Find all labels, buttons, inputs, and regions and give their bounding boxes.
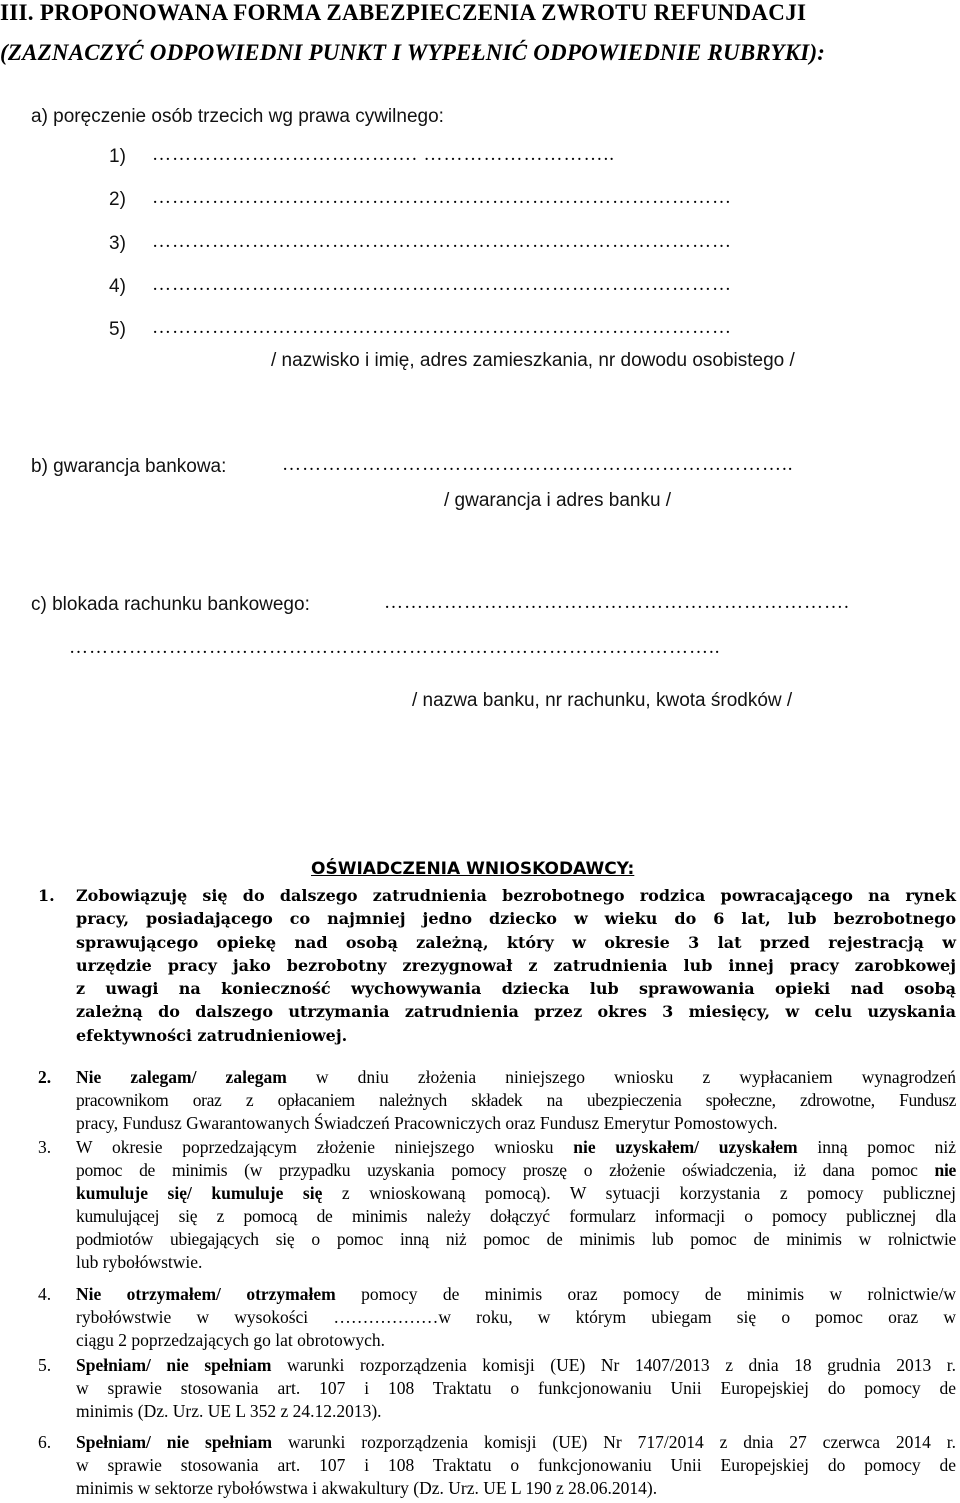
option-a-entry-1-num: 1): [109, 146, 126, 167]
declaration-item-6-text: warunki rozporządzenia komisji (UE) Nr 717/2014 z dnia 27 czerwca 2014 r.: [272, 1432, 956, 1452]
declaration-item-3-line: podmiotów ubiegających się o pomoc inną niż pomoc de minimis lub pomoc de minimis w rolnictwie: [76, 1229, 956, 1249]
option-b-field[interactable]: …………………………………………………………………..: [282, 454, 794, 475]
declaration-item-3-num: 3.: [38, 1137, 52, 1157]
declaration-item-3-choice-2b[interactable]: kumuluje się/ kumuluje się: [76, 1183, 323, 1203]
declaration-item-1-line: sprawującego opiekę nad osobą zależną, który w okresie 3 lat przed rejestracją w: [76, 932, 956, 952]
option-a-entry-4-num: 4): [109, 276, 126, 297]
declaration-item-6-num: 6.: [38, 1432, 52, 1452]
section-subtitle: (ZAZNACZYĆ ODPOWIEDNI PUNKT I WYPEŁNIĆ ODPOWIEDNIE RUBRYKI):: [0, 40, 826, 65]
declaration-item-1-line: pracy, posiadającego co najmniej jedno dziecko w wieku do 6 lat, lub bezrobotnego: [76, 909, 956, 929]
option-a-hint: / nazwisko i imię, adres zamieszkania, nr dowodu osobistego /: [271, 350, 795, 371]
declaration-item-2-num: 2.: [38, 1067, 52, 1087]
option-a-entry-5-field[interactable]: ……………………………………………………………………………: [152, 317, 732, 338]
declaration-item-3-text: z wnioskowaną pomocą). W sytuacji korzystania z pomocy publicznej: [322, 1183, 956, 1203]
declaration-item-1-line: urzędzie pracy jako bezrobotny zrezygnował z zatrudnienia lub innej pracy zarobkowej: [76, 955, 956, 975]
declaration-item-6-line: minimis w sektorze rybołówstwa i akwakultury (Dz. Urz. UE L 190 z 28.06.2014).: [76, 1478, 658, 1498]
declaration-item-4-num: 4.: [38, 1284, 52, 1304]
declaration-item-1-line: z uwagi na konieczność wychowywania dziecka lub sprawowania opieki nad osobą: [76, 979, 956, 999]
option-b-label: b) gwarancja bankowa:: [31, 456, 227, 477]
section-title: III. PROPONOWANA FORMA ZABEZPIECZENIA ZWROTU REFUNDACJI: [0, 0, 807, 25]
option-a-entry-2-field[interactable]: ……………………………………………………………………………: [152, 187, 732, 208]
declaration-item-2-line: pracownikom oraz z opłacaniem należnych składek na ubezpieczenia społeczne, zdrowotne, Fundusz: [76, 1090, 956, 1110]
option-a-entry-4-field[interactable]: ……………………………………………………………………………: [152, 274, 732, 295]
declaration-item-5-num: 5.: [38, 1355, 52, 1375]
declaration-item-1-num: 1.: [38, 886, 55, 905]
declaration-item-1-line: efektywności zatrudnieniowej.: [76, 1025, 348, 1045]
declaration-item-3-text: W okresie poprzedzającym złożenie niniejszego wniosku: [76, 1137, 574, 1157]
declaration-item-5-line: minimis (Dz. Urz. UE L 352 z 24.12.2013).: [76, 1401, 382, 1421]
declaration-item-4-line: ciągu 2 poprzedzających go lat obrotowych.: [76, 1330, 386, 1350]
declaration-item-3-choice-1[interactable]: nie uzyskałem/ uzyskałem: [573, 1137, 798, 1157]
declaration-item-4-text: pomocy de minimis oraz pomocy de minimis w rolnictwie/w: [335, 1284, 956, 1304]
declaration-item-1-line: Zobowiązuję się do dalszego zatrudnienia bezrobotnego rodzica powracającego na rynek: [76, 886, 956, 905]
option-a-label: a) poręczenie osób trzecich wg prawa cywilnego:: [31, 106, 444, 127]
declaration-item-3-line: lub rybołówstwie.: [76, 1252, 203, 1272]
option-a-entry-3-num: 3): [109, 233, 126, 254]
declaration-item-5-line: w sprawie stosowania art. 107 i 108 Traktatu o funkcjonowaniu Unii Europejskiej do pomocy de: [76, 1378, 956, 1398]
declaration-item-3-choice-2a[interactable]: nie: [934, 1160, 956, 1180]
option-a-entry-3-field[interactable]: ……………………………………………………………………………: [152, 231, 732, 252]
option-c-label: c) blokada rachunku bankowego:: [31, 594, 310, 615]
declaration-item-2-choice[interactable]: Nie zalegam/ zalegam: [76, 1067, 287, 1087]
declaration-item-3-line: kumulującej się z pomocą de minimis należy dołączyć formularz informacji o pomocy publicznej dla: [76, 1206, 956, 1226]
declaration-item-3-text: inną pomoc niż: [797, 1137, 956, 1157]
declaration-item-6-line: w sprawie stosowania art. 107 i 108 Traktatu o funkcjonowaniu Unii Europejskiej do pomocy de: [76, 1455, 956, 1475]
declaration-item-6-choice[interactable]: Spełniam/ nie spełniam: [76, 1432, 273, 1452]
option-c-hint: / nazwa banku, nr rachunku, kwota środków /: [412, 690, 793, 711]
option-c-field-line2[interactable]: ……………………………………………………………………………………..: [69, 637, 721, 658]
declaration-item-3-text: pomoc de minimis (w przypadku uzyskania pomocy proszę o złożenie oświadczenia, iż dana pomoc: [76, 1160, 935, 1180]
declarations-title: OŚWIADCZENIA WNIOSKODAWCY:: [311, 859, 635, 879]
declaration-item-5-choice[interactable]: Spełniam/ nie spełniam: [76, 1355, 272, 1375]
declaration-item-4-line: rybołówstwie w wysokości ………………w roku, w którym ubiegam się o pomoc oraz w: [76, 1307, 956, 1327]
option-b-hint: / gwarancja i adres banku /: [444, 490, 672, 511]
declaration-item-2-line: pracy, Fundusz Gwarantowanych Świadczeń Pracowniczych oraz Fundusz Emerytur Pomostowych.: [76, 1113, 778, 1133]
declaration-item-1-line: zależną do dalszego utrzymania zatrudnienia przez okres 3 miesięcy, w celu uzyskania: [76, 1002, 956, 1022]
option-a-entry-1-field[interactable]: …………………………………. ………………………..: [152, 144, 615, 165]
option-c-field[interactable]: …………………………………………………………….: [384, 592, 850, 613]
declaration-item-4-choice[interactable]: Nie otrzymałem/ otrzymałem: [76, 1284, 336, 1304]
declaration-item-5-text: warunki rozporządzenia komisji (UE) Nr 1407/2013 z dnia 18 grudnia 2013 r.: [271, 1355, 956, 1375]
declaration-item-2-text: w dniu złożenia niniejszego wniosku z wypłacaniem wynagrodzeń: [286, 1067, 957, 1087]
option-a-entry-5-num: 5): [109, 319, 126, 340]
option-a-entry-2-num: 2): [109, 189, 126, 210]
